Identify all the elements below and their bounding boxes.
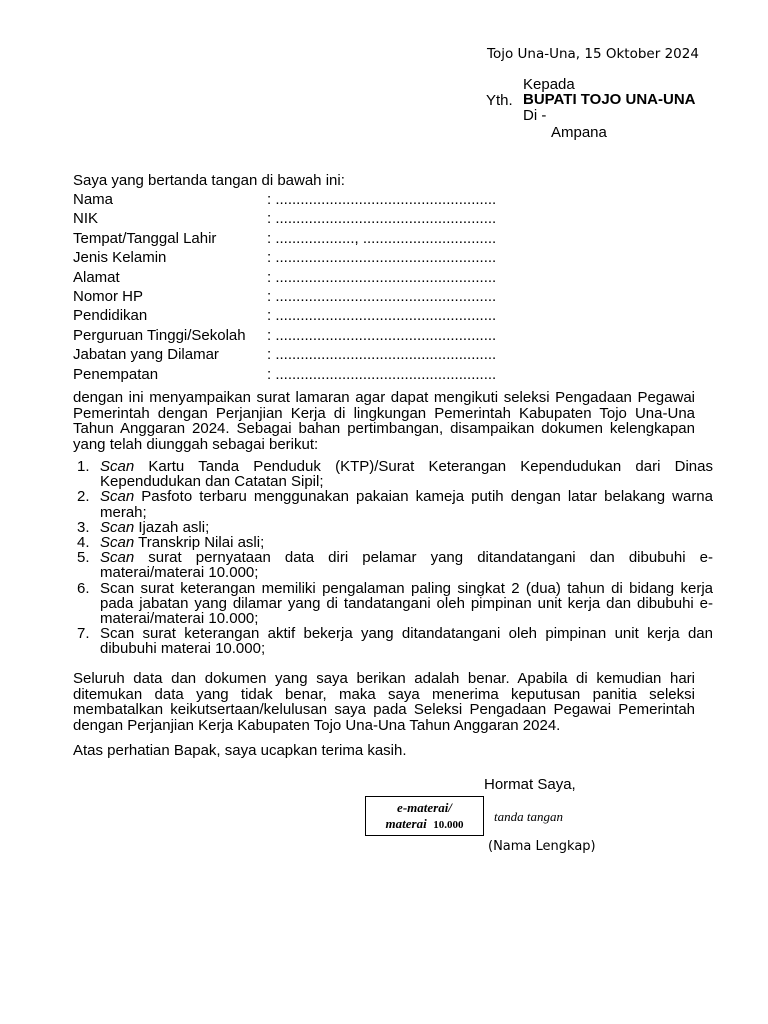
list-item	[73, 550, 713, 580]
list-number: 3.	[77, 518, 90, 536]
field-label: NIK	[73, 210, 99, 228]
scan-prefix: Scan	[100, 549, 135, 567]
field-label: Nomor HP	[73, 287, 144, 305]
body-paragraph-1: dengan ini menyampaikan surat lamaran agar dapat mengikuti seleksi Pengadaan Pegawai Pemerintah dengan Perjanjian Kerja di lingkungan Pemerintah Kabupaten Tojo Una-Una Tahun Anggaran 2024. Sebagai bahan pertimbangan, disampaikan dokumen kelengkapan yang telah diunggah sebagai berikut:	[73, 389, 695, 453]
recipient-place: Ampana	[551, 124, 607, 141]
materai-stamp-box	[365, 796, 484, 836]
field-value: : .....................................................	[267, 346, 497, 364]
field-value: : .....................................................	[267, 191, 497, 208]
list-item	[73, 489, 713, 519]
stamp-line-1: e-materai/	[397, 800, 452, 815]
field-label: Jenis Kelamin	[73, 249, 167, 267]
list-text: Scan surat keterangan aktif bekerja yang ditandatangani oleh pimpinan unit kerja dan dibubuhi materai 10.000;	[100, 625, 713, 658]
field-value: : .....................................................	[267, 210, 497, 228]
signature-placeholder: tanda tangan	[494, 809, 563, 824]
field-value: : .....................................................	[267, 326, 497, 344]
field-label: Pendidikan	[73, 307, 148, 325]
intro-text: Saya yang bertanda tangan di bawah ini:	[73, 172, 345, 189]
field-label: Alamat	[73, 268, 120, 286]
field-label: Jabatan yang Dilamar	[73, 346, 219, 364]
list-text: Kartu Tanda Penduduk (KTP)/Surat Keterangan Kependudukan dari Dinas Kependudukan dan Catatan Sipil;	[100, 458, 713, 491]
list-number: 5.	[77, 549, 90, 567]
scan-prefix: Scan	[100, 488, 135, 506]
list-text: Scan surat keterangan memiliki pengalaman paling singkat 2 (dua) tahun di bidang kerja pada jabatan yang dilamar yang di tandatangani oleh pimpinan unit kerja dan dibubuhi e-materai/materai 10.000;	[100, 579, 713, 628]
field-label: Tempat/Tanggal Lahir	[73, 229, 217, 247]
stamp-line-2	[366, 816, 483, 833]
list-number: 6.	[77, 579, 90, 597]
scan-prefix: Scan	[100, 458, 135, 475]
di-label: Di -	[523, 107, 547, 124]
field-value: : .....................................................	[267, 249, 497, 267]
list-item	[73, 581, 713, 627]
list-text: Transkrip Nilai asli;	[134, 534, 265, 552]
field-label: Penempatan	[73, 365, 159, 383]
field-value: : ..................., ................................	[267, 229, 497, 247]
scan-prefix: Scan	[100, 534, 135, 552]
yth-label: Yth.	[486, 92, 513, 109]
kepada-label: Kepada	[523, 76, 575, 93]
list-text: Pasfoto terbaru menggunakan pakaian kameja putih dengan latar belakang warna merah;	[100, 488, 713, 521]
list-item	[73, 520, 713, 535]
signer-name: (Nama Lengkap)	[488, 839, 596, 854]
closing-paragraph: Atas perhatian Bapak, saya ucapkan terima kasih.	[73, 742, 407, 759]
list-text: surat pernyataan data diri pelamar yang ditandatangani dan dibubuhi e-materai/materai 10.000;	[100, 549, 713, 582]
field-value: : .....................................................	[267, 287, 497, 305]
field-value: : .....................................................	[267, 307, 497, 325]
scan-prefix: Scan	[100, 518, 135, 536]
closing-salutation: Hormat Saya,	[484, 776, 576, 793]
field-label: Perguruan Tinggi/Sekolah	[73, 326, 246, 344]
field-label: Nama	[73, 191, 114, 208]
list-item	[73, 459, 713, 489]
list-number: 1.	[77, 458, 90, 475]
list-number: 7.	[77, 625, 90, 643]
stamp-materai: materai	[385, 816, 427, 831]
requirements-list	[73, 459, 713, 657]
letter-date: Tojo Una-Una, 15 Oktober 2024	[487, 46, 699, 62]
stamp-amount: 10.000	[433, 819, 464, 831]
field-value: : .....................................................	[267, 365, 497, 383]
list-number: 4.	[77, 534, 90, 552]
list-number: 2.	[77, 488, 90, 506]
list-item	[73, 535, 713, 550]
list-text: Ijazah asli;	[134, 518, 210, 536]
body-paragraph-2: Seluruh data dan dokumen yang saya berikan adalah benar. Apabila di kemudian hari ditemukan data yang tidak benar, maka saya menerima keputusan panitia seleksi membatalkan keikutsertaan/kelulusan saya pada Seleksi Pengadaan Pegawai Pemerintah dengan Perjanjian Kerja Kabupaten Tojo Una-Una Tahun Anggaran 2024.	[73, 670, 695, 734]
field-value: : .....................................................	[267, 268, 497, 286]
recipient-title: BUPATI TOJO UNA-UNA	[523, 91, 696, 108]
list-item	[73, 626, 713, 656]
